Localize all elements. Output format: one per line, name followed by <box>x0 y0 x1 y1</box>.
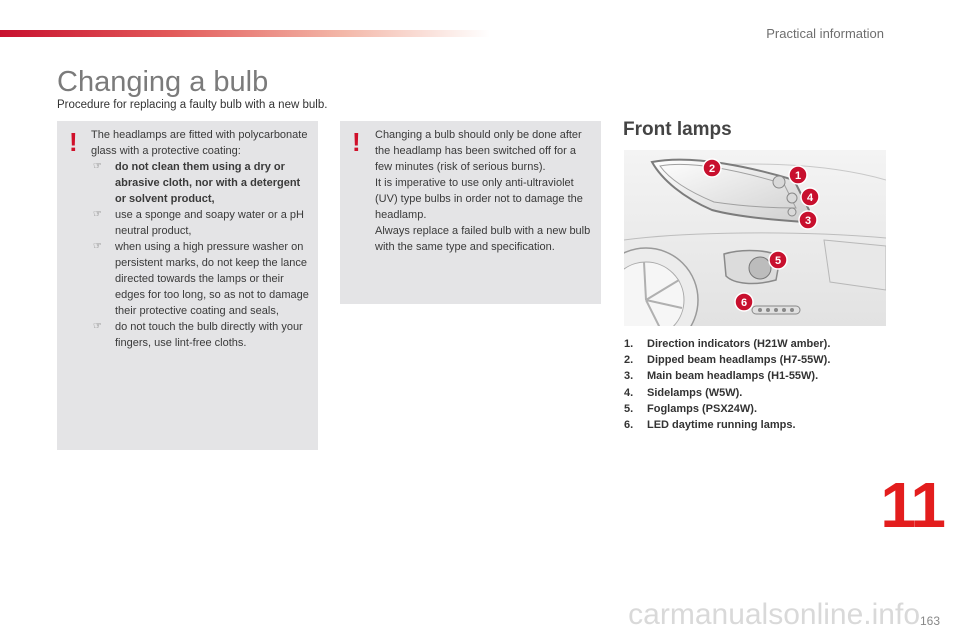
front-lamps-diagram <box>624 150 886 326</box>
marker-4 <box>801 188 819 206</box>
page-title: Changing a bulb <box>57 66 269 98</box>
marker-1 <box>789 166 807 184</box>
warning-paragraph: Always replace a failed bulb with a new bulb with the same type and specification. <box>375 225 591 253</box>
lamp-label: Foglamps (PSX24W). <box>647 402 758 415</box>
svg-text:2: 2 <box>708 163 716 175</box>
lamp-number: 6. <box>624 419 634 432</box>
svg-text:6: 6 <box>740 297 748 309</box>
pointing-hand-icon: ☞ <box>93 161 102 172</box>
warning-bullet-text: do not clean them using a dry or abrasive cloth, nor with a detergent or solvent product, <box>115 161 301 205</box>
svg-text:4: 4 <box>806 192 814 204</box>
lamp-list-item <box>624 368 830 384</box>
lamp-number: 3. <box>624 370 634 383</box>
marker-6 <box>735 293 753 311</box>
chapter-number: 11 <box>880 469 944 541</box>
led-strip <box>752 306 800 314</box>
svg-text:5: 5 <box>774 255 782 267</box>
warning-panel-bulb-safety <box>340 121 601 304</box>
lamp-list-item <box>624 352 830 368</box>
warning-bullet-item <box>91 239 310 319</box>
lamp-label: Direction indicators (H21W amber). <box>647 338 831 350</box>
warning-bullet-item <box>91 159 310 207</box>
warning-intro: The headlamps are fitted with polycarbonate glass with a protective coating: <box>91 129 308 157</box>
lamp-label: Dipped beam headlamps (H7-55W). <box>647 354 831 367</box>
lamp-label: LED daytime running lamps. <box>647 419 796 432</box>
lamp-list-item <box>624 385 830 401</box>
warning-bullet-list <box>91 159 310 351</box>
marker-2 <box>703 159 721 177</box>
page-subtitle: Procedure for replacing a faulty bulb with a new bulb. <box>57 99 328 111</box>
warning-bullet-text: do not touch the bulb directly with your fingers, use lint-free cloths. <box>115 321 303 349</box>
front-lamps-heading: Front lamps <box>623 119 732 140</box>
section-name: Practical information <box>766 26 884 41</box>
front-lamps-list <box>624 336 830 433</box>
pointing-hand-icon: ☞ <box>93 209 102 220</box>
svg-text:1: 1 <box>794 170 802 182</box>
watermark: carmanualsonline.info <box>628 598 920 631</box>
pointing-hand-icon: ☞ <box>93 241 102 252</box>
marker-5 <box>769 251 787 269</box>
lamp-label: Main beam headlamps (H1-55W). <box>647 370 819 383</box>
marker-3 <box>799 211 817 229</box>
warning-bullet-item <box>91 207 310 239</box>
warning-bullet-text: when using a high pressure washer on persistent marks, do not keep the lance directed towards the lamps or their edges for too long, so as not to damage their protective coating and seals, <box>115 241 309 317</box>
lamp-number: 5. <box>624 402 634 415</box>
warning-paragraph: It is imperative to use only anti-ultraviolet (UV) type bulbs in order not to damage the headlamp. <box>375 177 583 221</box>
warning-paragraph: Changing a bulb should only be done after the headlamp has been switched off for a few minutes (risk of serious burns). <box>375 129 582 173</box>
lamp-number: 2. <box>624 354 634 367</box>
lamp-list-item <box>624 417 830 433</box>
lamp-label: Sidelamps (W5W). <box>647 386 743 399</box>
warning-bullet-item <box>91 319 310 351</box>
lamp-list-item <box>624 401 830 417</box>
header-accent-bar <box>0 30 490 37</box>
pointing-hand-icon: ☞ <box>93 321 102 332</box>
exclamation-icon: ! <box>69 127 78 157</box>
svg-text:3: 3 <box>804 215 812 227</box>
warning-bullet-text: use a sponge and soapy water or a pH neutral product, <box>115 209 304 237</box>
lamp-number: 4. <box>624 386 634 399</box>
page-number: 163 <box>919 614 940 628</box>
warning-panel-headlamp-care <box>57 121 318 450</box>
lamp-list-item <box>624 336 830 352</box>
exclamation-icon: ! <box>352 127 361 157</box>
lamp-number: 1. <box>624 338 634 350</box>
